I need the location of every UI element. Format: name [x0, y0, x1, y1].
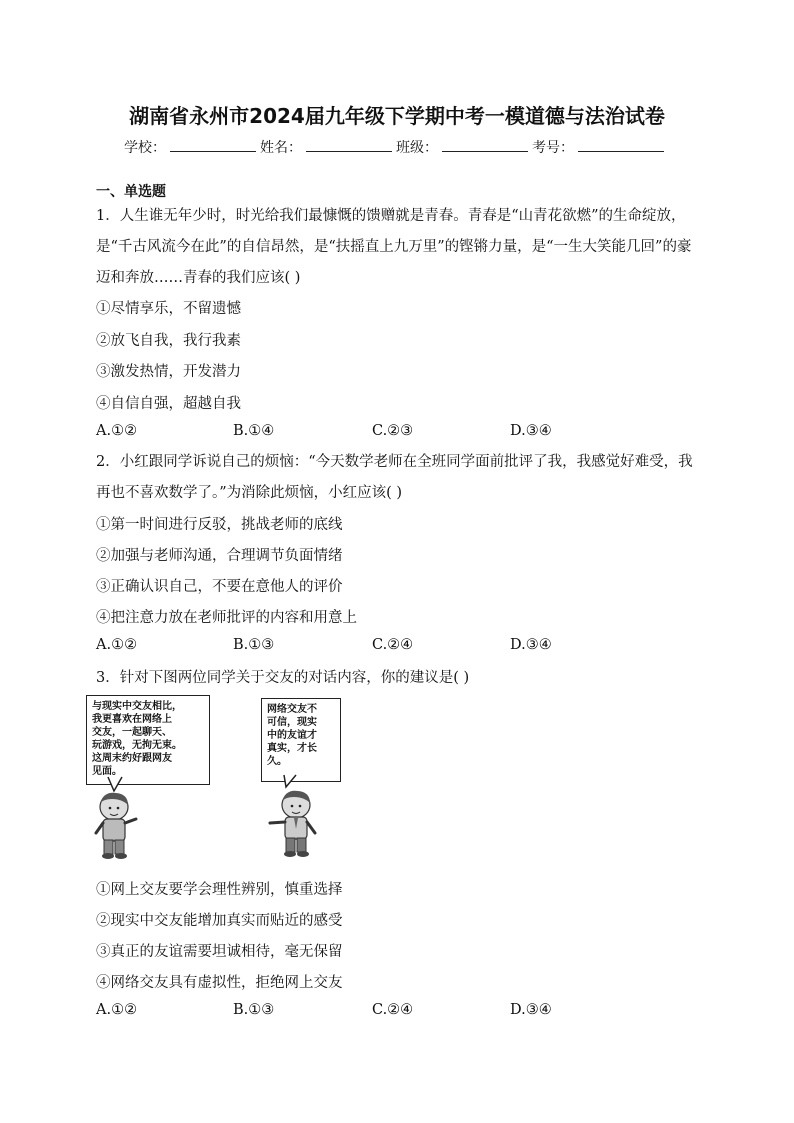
left-speech-bubble: 与现实中交友相比， 我更喜欢在网络上 交友，一起聊天、 玩游戏，无拘无束。 这周末约好跟网友 见面。 [86, 695, 210, 785]
question-3-option-a[interactable]: A.①② [96, 1002, 138, 1018]
name-label: 姓名： [260, 140, 302, 156]
question-2-item-2: ②加强与老师沟通，合理调节负面情绪 [96, 548, 343, 564]
question-2-stem: 2．小红跟同学诉说自己的烦恼：“今天数学老师在全班同学面前批评了我，我感觉好难受，我再也不喜欢数学了。”为消除此烦恼，小红应该( ) [96, 454, 693, 501]
question-1-item-2: ②放飞自我，我行我素 [96, 333, 241, 349]
question-3-item-1: ①网上交友要学会理性辨别，慎重选择 [96, 882, 343, 898]
question-1-option-a[interactable]: A.①② [96, 423, 138, 439]
question-2-item-3: ③正确认识自己，不要在意他人的评价 [96, 579, 343, 595]
name-blank[interactable] [306, 137, 392, 152]
question-2-option-a[interactable]: A.①② [96, 637, 138, 653]
exam-title: 湖南省永州市2024届九年级下学期中考一模道德与法治试卷 [129, 104, 665, 128]
question-3-item-4: ④网络交友具有虚拟性，拒绝网上交友 [96, 975, 343, 991]
class-label: 班级： [396, 140, 438, 156]
student-info-row [124, 137, 684, 157]
question-2-option-b[interactable]: B.①③ [233, 637, 275, 653]
school-field [124, 137, 256, 157]
exam-no-blank[interactable] [578, 137, 664, 152]
question-1-item-1: ①尽情享乐，不留遗憾 [96, 301, 241, 317]
question-2-item-1: ①第一时间进行反驳，挑战老师的底线 [96, 517, 343, 533]
question-1-item-4: ④自信自强，超越自我 [96, 396, 241, 412]
question-3-item-3: ③真正的友谊需要坦诚相待，毫无保留 [96, 944, 343, 960]
question-1-option-d[interactable]: D.③④ [510, 423, 552, 439]
question-3-option-b[interactable]: B.①③ [233, 1002, 275, 1018]
left-boy-figure [96, 793, 136, 859]
question-3-stem: 3．针对下图两位同学关于交友的对话内容，你的建议是( ) [96, 670, 470, 686]
question-1-option-c[interactable]: C.②③ [372, 423, 414, 439]
section-heading: 一、单选题 [96, 184, 166, 200]
name-field [260, 137, 392, 157]
exam-no-label: 考号： [532, 140, 574, 156]
school-label: 学校： [124, 140, 166, 156]
question-2-option-d[interactable]: D.③④ [510, 637, 552, 653]
question-1-stem: 1．人生谁无年少时，时光给我们最慷慨的馈赠就是青春。青春是“山青花欲燃”的生命绽放，是“千古风流今在此”的自信昂然，是“扶摇直上九万里”的铿锵力量，是“一生大笑能几回”的豪迈和奔放……青春的我们应该( ) [96, 208, 692, 286]
question-3-option-c[interactable]: C.②④ [372, 1002, 414, 1018]
right-boy-figure [270, 791, 315, 857]
class-blank[interactable] [442, 137, 528, 152]
question-1-item-3: ③激发热情，开发潜力 [96, 364, 241, 380]
question-3-option-d[interactable]: D.③④ [510, 1002, 552, 1018]
question-1-option-b[interactable]: B.①④ [233, 423, 275, 439]
school-blank[interactable] [170, 137, 256, 152]
question-2-item-4: ④把注意力放在老师批评的内容和用意上 [96, 610, 357, 626]
question-2-option-c[interactable]: C.②④ [372, 637, 414, 653]
exam-no-field [532, 137, 664, 157]
class-field [396, 137, 528, 157]
question-3-dialogue-figure [86, 695, 346, 870]
question-3-item-2: ②现实中交友能增加真实而贴近的感受 [96, 913, 343, 929]
right-speech-bubble: 网络交友不 可信，现实 中的友谊才 真实，才长 久。 [261, 698, 341, 782]
